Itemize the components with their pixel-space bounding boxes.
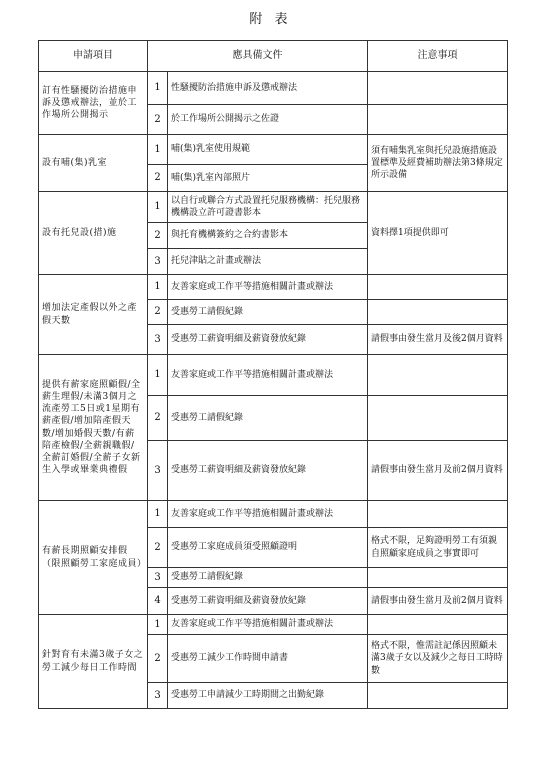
row-number: 1 — [148, 501, 168, 528]
row-number: 1 — [148, 355, 168, 396]
row-number: 2 — [148, 396, 168, 441]
row-document: 以自行或聯合方式設置托兒服務機構：托兒服務機構設立許可證書影本 — [168, 192, 368, 223]
row-document: 於工作場所公開揭示之佐證 — [168, 105, 368, 135]
table-row — [39, 192, 508, 223]
table-row — [39, 135, 508, 165]
row-number: 1 — [148, 135, 168, 165]
table-row — [39, 275, 508, 300]
row-note: 格式不限，足夠證明勞工有須親自照顧家庭成員之事實即可 — [368, 528, 508, 568]
row-number: 1 — [148, 192, 168, 223]
row-document: 受惠勞工減少工作時間申請書 — [168, 635, 368, 683]
row-document: 受惠勞工申請減少工時期間之出勤紀錄 — [168, 683, 368, 709]
row-document: 受惠勞工家庭成員須受照顧證明 — [168, 528, 368, 568]
section-item: 訂有性騷擾防治措施申訴及懲戒辦法，並於工作場所公開揭示 — [39, 72, 148, 135]
row-note: 請假事由發生當月及前2個月資料 — [368, 588, 508, 615]
row-note: 格式不限，惟需註記係因照顧未滿3歲子女以及減少之每日工時時數 — [368, 635, 508, 683]
row-document: 受惠勞工薪資明細及薪資發放紀錄 — [168, 325, 368, 355]
section-item: 增加法定產假以外之產假天數 — [39, 275, 148, 355]
row-number: 3 — [148, 683, 168, 709]
row-number: 2 — [148, 300, 168, 325]
row-number: 2 — [148, 165, 168, 192]
row-number: 3 — [148, 568, 168, 588]
row-document: 受惠勞工請假紀錄 — [168, 300, 368, 325]
row-note — [368, 396, 508, 441]
row-note — [368, 300, 508, 325]
section-note: 須有哺集乳室與托兒設施措施設置標準及經費補助辦法第3條規定所示設備 — [368, 135, 508, 192]
application-table — [38, 40, 508, 709]
row-document: 與托育機構簽約之合約書影本 — [168, 223, 368, 249]
row-number: 3 — [148, 441, 168, 501]
row-note — [368, 568, 508, 588]
table-row — [39, 501, 508, 528]
row-number: 3 — [148, 249, 168, 275]
row-number: 2 — [148, 528, 168, 568]
page-title: 附 表 — [249, 12, 292, 27]
header-item: 申請項目 — [39, 41, 148, 72]
row-number: 2 — [148, 223, 168, 249]
row-document: 友善家庭或工作平等措施相關計畫或辦法 — [168, 501, 368, 528]
row-number: 1 — [148, 275, 168, 300]
row-number: 1 — [148, 72, 168, 105]
row-document: 受惠勞工薪資明細及薪資發放紀錄 — [168, 588, 368, 615]
row-document: 受惠勞工請假紀錄 — [168, 396, 368, 441]
row-document: 友善家庭或工作平等措施相關計畫或辦法 — [168, 355, 368, 396]
row-document: 托兒津貼之計畫或辦法 — [168, 249, 368, 275]
table-row — [39, 355, 508, 396]
row-note — [368, 501, 508, 528]
row-document: 友善家庭或工作平等措施相關計畫或辦法 — [168, 275, 368, 300]
row-document: 哺(集)乳室內部照片 — [168, 165, 368, 192]
table-header-row — [39, 41, 508, 72]
header-note: 注意事項 — [368, 41, 508, 72]
row-note — [368, 275, 508, 300]
section-item: 有薪長期照顧安排假（限照顧勞工家庭成員） — [39, 501, 148, 615]
row-number: 4 — [148, 588, 168, 615]
table-row — [39, 72, 508, 105]
row-document: 友善家庭或工作平等措施相關計畫或辦法 — [168, 615, 368, 635]
row-number: 2 — [148, 635, 168, 683]
row-document: 性騷擾防治措施申訴及懲戒辦法 — [168, 72, 368, 105]
section-note: 資料擇1項提供即可 — [368, 192, 508, 275]
row-number: 3 — [148, 325, 168, 355]
row-number: 2 — [148, 105, 168, 135]
row-note: 請假事由發生當月及後2個月資料 — [368, 325, 508, 355]
row-note — [368, 105, 508, 135]
row-note — [368, 615, 508, 635]
section-item: 設有托兒設(措)施 — [39, 192, 148, 275]
section-item: 設有哺(集)乳室 — [39, 135, 148, 192]
row-note: 請假事由發生當月及前2個月資料 — [368, 441, 508, 501]
row-note — [368, 355, 508, 396]
row-document: 受惠勞工薪資明細及薪資發放紀錄 — [168, 441, 368, 501]
row-note — [368, 72, 508, 105]
header-docs: 應具備文件 — [148, 41, 368, 72]
section-item: 提供有薪家庭照顧假/全薪生理假/未滿3個月之流產勞工5日或1星期有薪產假/增加陪產假天數/增加婚假天數/有薪陪產檢假/全薪親職假/全薪訂婚假/全薪子女新生入學或畢業典禮假 — [39, 355, 148, 501]
row-number: 1 — [148, 615, 168, 635]
table-row — [39, 615, 508, 635]
row-note — [368, 683, 508, 709]
row-document: 受惠勞工請假紀錄 — [168, 568, 368, 588]
row-document: 哺(集)乳室使用規範 — [168, 135, 368, 165]
section-item: 針對育有未滿3歲子女之勞工減少每日工作時間 — [39, 615, 148, 709]
